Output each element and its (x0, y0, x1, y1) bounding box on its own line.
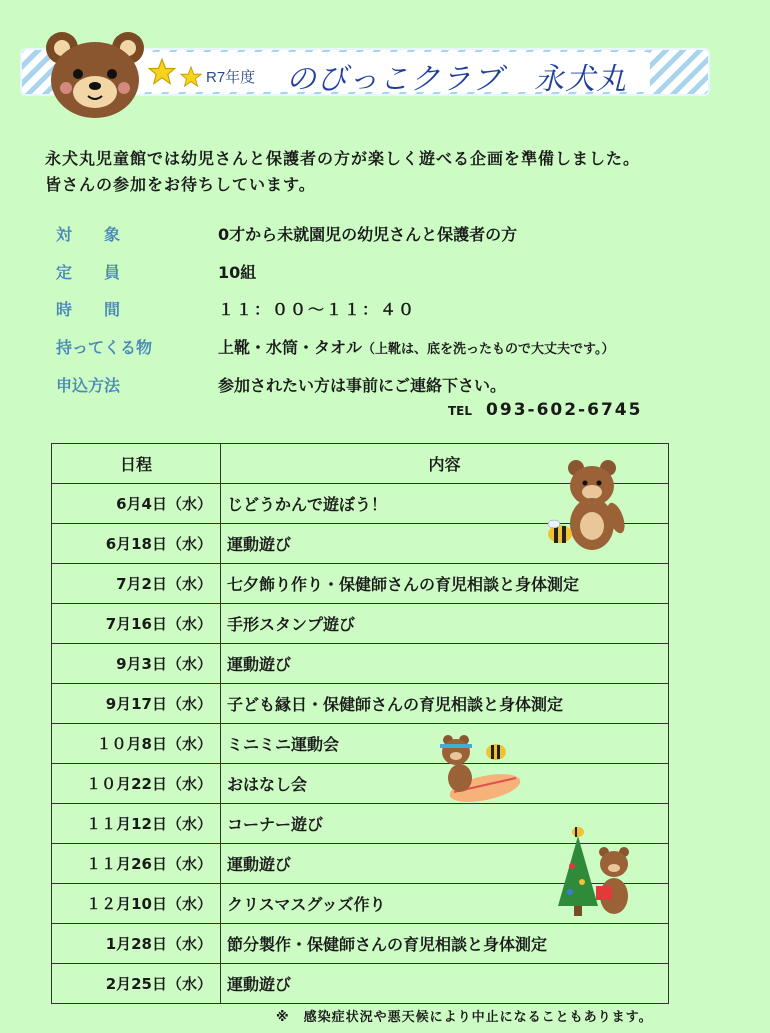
tel-mark: TEL (448, 404, 473, 418)
capacity-label: 定 員 (56, 263, 121, 282)
table-row (52, 604, 669, 644)
row-date: 6月18日（水） (52, 524, 221, 564)
row-date: 7月16日（水） (52, 604, 221, 644)
row-content: 運動遊び (221, 524, 669, 564)
header-content: 内容 (221, 444, 669, 484)
row-date: １２月10日（水） (52, 884, 221, 924)
intro-line: 永犬丸児童館では幼児さんと保護者の方が楽しく遊べる企画を準備しました。 (45, 149, 641, 168)
row-content: 運動遊び (221, 844, 669, 884)
time-value: １１：００～１１：４０ (218, 300, 417, 319)
phone-number (448, 400, 642, 420)
row-date: 7月2日（水） (52, 564, 221, 604)
row-date: １０月8日（水） (52, 724, 221, 764)
row-content: コーナー遊び (221, 804, 669, 844)
row-date: 6月4日（水） (52, 484, 221, 524)
time-label: 時 間 (56, 300, 121, 319)
row-content: 手形スタンプ遊び (221, 604, 669, 644)
row-date: 2月25日（水） (52, 964, 221, 1004)
page-title: のびっこクラブ 永犬丸 (286, 62, 627, 97)
table-row (52, 644, 669, 684)
apply-label: 申込方法 (56, 376, 121, 395)
header-date: 日程 (52, 444, 221, 484)
row-content: 運動遊び (221, 644, 669, 684)
row-content: じどうかんで遊ぼう！ (221, 484, 669, 524)
intro-line: 皆さんの参加をお待ちしています。 (45, 175, 316, 194)
table-row (52, 964, 669, 1004)
row-date: １０月22日（水） (52, 764, 221, 804)
row-date: 9月3日（水） (52, 644, 221, 684)
row-content: クリスマスグッズ作り (221, 884, 669, 924)
table-row (52, 924, 669, 964)
capacity-value: 10組 (218, 263, 257, 282)
row-date: 9月17日（水） (52, 684, 221, 724)
bring-label: 持ってくる物 (56, 338, 153, 357)
table-row (52, 724, 669, 764)
row-date: １１月12日（水） (52, 804, 221, 844)
row-content: 節分製作・保健師さんの育児相談と身体測定 (221, 924, 669, 964)
bear-face-icon (40, 28, 150, 120)
bear-with-bee-illustration (542, 458, 638, 554)
christmas-tree-bear-illustration (556, 826, 636, 918)
bring-note: （上靴は、底を洗ったもので大丈夫です。） (362, 342, 615, 357)
row-date: 1月28日（水） (52, 924, 221, 964)
row-content: 七夕飾り作り・保健師さんの育児相談と身体測定 (221, 564, 669, 604)
row-content: 子ども縁日・保健師さんの育児相談と身体測定 (221, 684, 669, 724)
bring-items: 上靴・水筒・タオル (218, 338, 363, 357)
row-content: おはなし会 (221, 764, 669, 804)
intro-text (45, 146, 640, 198)
table-row (52, 764, 669, 804)
fiscal-year-label: R7年度 (206, 69, 256, 86)
table-row (52, 684, 669, 724)
row-content: ミニミニ運動会 (221, 724, 669, 764)
target-value: 0才から未就園児の幼児さんと保護者の方 (218, 225, 518, 244)
star-icon (180, 66, 202, 88)
tel-number: 093-602-6745 (486, 400, 643, 420)
row-date: １１月26日（水） (52, 844, 221, 884)
sports-day-bears-illustration (430, 730, 524, 808)
target-label: 対 象 (56, 225, 121, 244)
table-row (52, 564, 669, 604)
row-content: 運動遊び (221, 964, 669, 1004)
footer-note: ※ 感染症状況や悪天候により中止になることもあります。 (276, 1010, 653, 1025)
apply-value: 参加されたい方は事前にご連絡下さい。 (218, 376, 507, 395)
star-icon (148, 58, 176, 86)
bring-value (218, 335, 614, 358)
